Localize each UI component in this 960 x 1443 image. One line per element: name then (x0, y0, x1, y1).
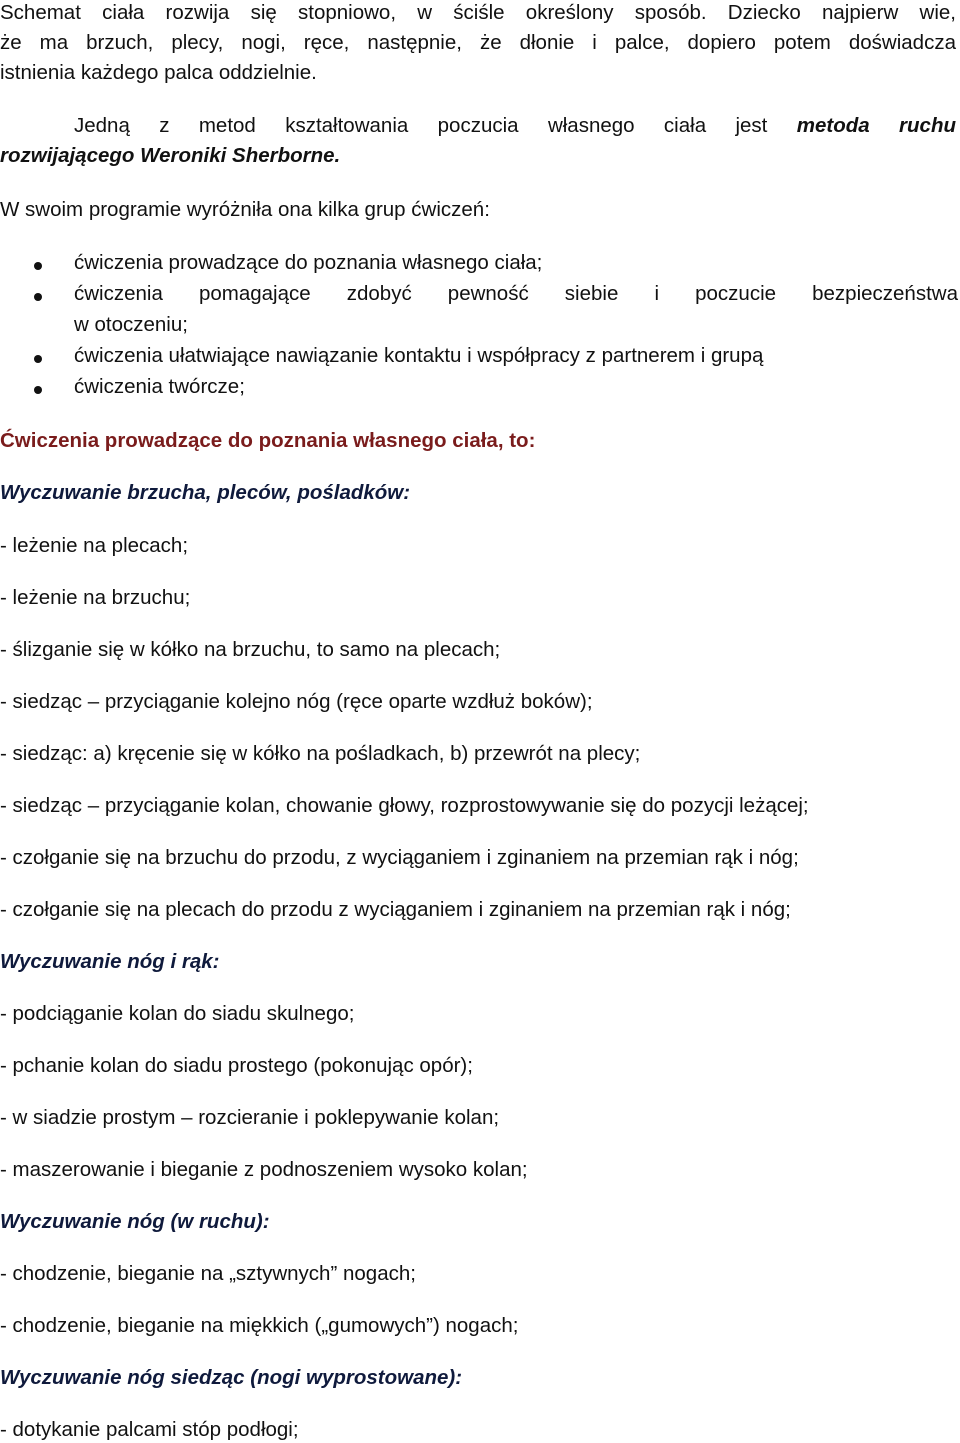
list-item: - siedząc: a) kręcenie się w kółko na pośladkach, b) przewrót na plecy; (0, 742, 641, 765)
group-item-4: ćwiczenia twórcze; (74, 375, 245, 398)
list-item: - ślizganie się w kółko na brzuchu, to samo na plecach; (0, 638, 501, 661)
method-text: Jedną z metod kształtowania poczucia własnego ciała jest (74, 114, 768, 137)
bullet-icon (34, 293, 42, 301)
list-item: - czołganie się na plecach do przodu z wyciąganiem i zginaniem na przemian rąk i nóg; (0, 898, 791, 921)
subsection-title-3: Wyczuwanie nóg (w ruchu): (0, 1210, 270, 1233)
program-intro: W swoim programie wyróżniła ona kilka grup ćwiczeń: (0, 198, 490, 221)
intro-paragraph-line-1: Schemat ciała rozwija się stopniowo, w ściśle określony sposób. Dziecko najpierw wie, (0, 1, 956, 24)
intro-paragraph-line-2: że ma brzuch, plecy, nogi, ręce, następnie, że dłonie i palce, dopiero potem doświadcza (0, 31, 956, 54)
list-item: - podciąganie kolan do siadu skulnego; (0, 1002, 355, 1025)
list-item: - w siadzie prostym – rozcieranie i poklepywanie kolan; (0, 1106, 500, 1129)
method-emphasis: metoda ruchu (796, 114, 956, 137)
list-item: - maszerowanie i bieganie z podnoszeniem wysoko kolan; (0, 1158, 528, 1181)
list-item: - dotykanie palcami stóp podłogi; (0, 1418, 299, 1441)
method-paragraph-line-1 (74, 113, 956, 139)
list-item: - leżenie na plecach; (0, 534, 189, 557)
group-item-2-line-2: w otoczeniu; (74, 313, 188, 336)
list-item: - leżenie na brzuchu; (0, 586, 191, 609)
bullet-icon (34, 355, 42, 363)
section-heading: Ćwiczenia prowadzące do poznania własnego ciała, to: (0, 429, 536, 452)
intro-paragraph-line-3: istnienia każdego palca oddzielnie. (0, 61, 317, 84)
bullet-icon (34, 386, 42, 394)
group-item-3: ćwiczenia ułatwiające nawiązanie kontaktu i współpracy z partnerem i grupą (74, 344, 764, 367)
subsection-title-2: Wyczuwanie nóg i rąk: (0, 950, 220, 973)
group-item-2-line-1: ćwiczenia pomagające zdobyć pewność siebie i poczucie bezpieczeństwa (74, 282, 958, 305)
list-item: - czołganie się na brzuchu do przodu, z wyciąganiem i zginaniem na przemian rąk i nóg; (0, 846, 799, 869)
subsection-title-4: Wyczuwanie nóg siedząc (nogi wyprostowane): (0, 1366, 463, 1389)
list-item: - pchanie kolan do siadu prostego (pokonując opór); (0, 1054, 473, 1077)
list-item: - chodzenie, bieganie na „sztywnych” nogach; (0, 1262, 416, 1285)
subsection-title-1: Wyczuwanie brzucha, pleców, pośladków: (0, 481, 411, 504)
bullet-icon (34, 262, 42, 270)
list-item: - siedząc – przyciąganie kolan, chowanie głowy, rozprostowywanie się do pozycji leżącej; (0, 794, 809, 817)
list-item: - siedząc – przyciąganie kolejno nóg (ręce oparte wzdłuż boków); (0, 690, 593, 713)
list-item: - chodzenie, bieganie na miękkich („gumowych”) nogach; (0, 1314, 519, 1337)
method-paragraph-line-2: rozwijającego Weroniki Sherborne. (0, 144, 341, 167)
group-item-1: ćwiczenia prowadzące do poznania własnego ciała; (74, 251, 543, 274)
